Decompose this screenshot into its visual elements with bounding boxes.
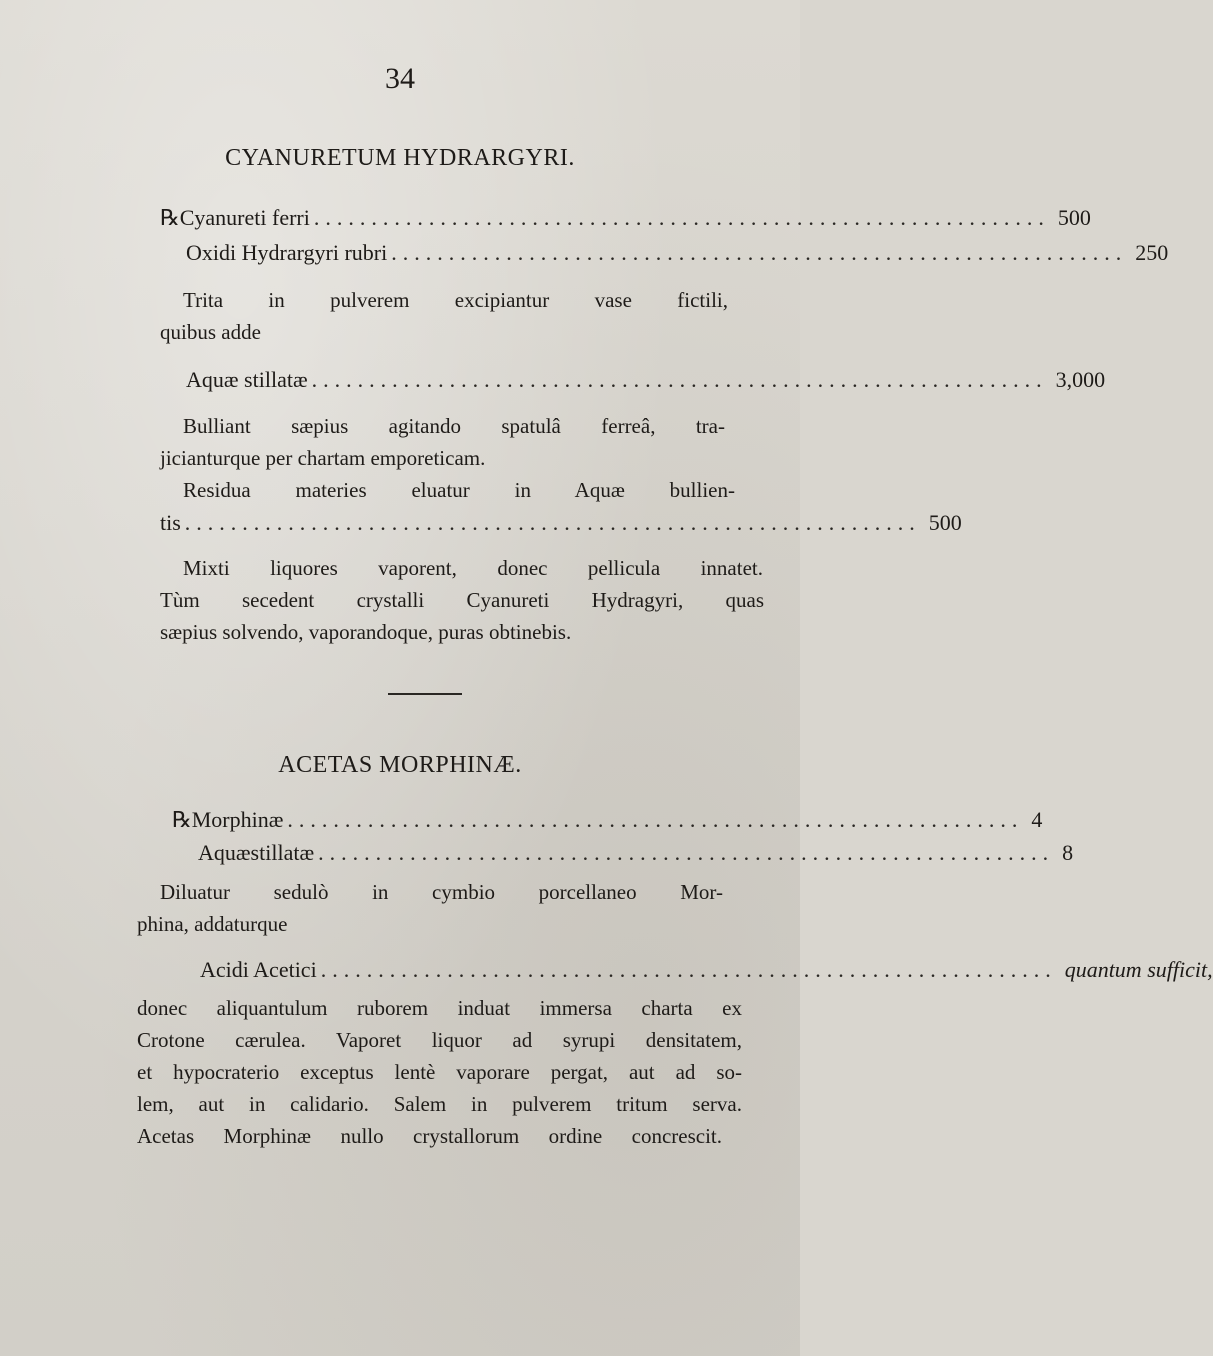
dot-leader: ................................................................ — [184, 510, 921, 535]
recipe-line — [186, 367, 1106, 393]
text-line: Acetas Morphinæ nullo crystallorum ordine concrescit. — [137, 1124, 722, 1148]
text-line: sæpius solvendo, vaporandoque, puras obtinebis. — [160, 620, 572, 644]
text-line: Residua materies eluatur in Aquæ bullien- — [183, 478, 735, 502]
section-title-cyanuretum: CYANURETUM HYDRARGYRI. — [225, 145, 575, 171]
recipe-line — [160, 205, 1091, 231]
ingredient-quantity: 4 — [1031, 807, 1043, 832]
ingredient-quantity: 250 — [1135, 240, 1169, 265]
ingredient-quantity: quantum sufficit, — [1064, 957, 1213, 982]
ingredient-name: Aquæstillatæ — [198, 840, 315, 865]
ingredient-quantity: 8 — [1062, 840, 1074, 865]
text-line: lem, aut in calidario. Salem in pulverem tritum serva. — [137, 1092, 742, 1116]
text-line: Crotone cærulea. Vaporet liquor ad syrupi densitatem, — [137, 1028, 742, 1052]
text-line: Bulliant sæpius agitando spatulâ ferreâ, tra- — [183, 414, 725, 438]
recipe-line — [172, 807, 1043, 833]
ingredient-name: Oxidi Hydrargyri rubri — [186, 240, 388, 265]
text-line: Tùm secedent crystalli Cyanureti Hydragyri, quas — [160, 588, 764, 612]
text-line: et hypocraterio exceptus lentè vaporare pergat, aut ad so- — [137, 1060, 742, 1084]
text-line: Trita in pulverem excipiantur vase fictili, — [183, 288, 728, 312]
recipe-line — [200, 957, 1213, 983]
dot-leader: ................................................................ — [313, 205, 1050, 230]
recipe-line — [198, 840, 1074, 866]
dot-leader: ................................................................ — [320, 957, 1057, 982]
ingredient-name: Aquæ stillatæ — [186, 367, 308, 392]
recipe-line — [160, 510, 962, 536]
section-divider — [388, 693, 462, 695]
ingredient-name: Acidi Acetici — [200, 957, 317, 982]
dot-leader: ................................................................ — [391, 240, 1128, 265]
dot-leader: ................................................................ — [318, 840, 1055, 865]
ingredient-quantity: 500 — [1057, 205, 1091, 230]
recipe-line — [186, 240, 1169, 266]
text-line: jicianturque per chartam emporeticam. — [160, 446, 486, 470]
dot-leader: ................................................................ — [311, 367, 1048, 392]
dot-leader: ................................................................ — [287, 807, 1024, 832]
page-number: 34 — [385, 62, 415, 95]
ingredient-quantity: 3,000 — [1055, 367, 1106, 392]
text-line: Diluatur sedulò in cymbio porcellaneo Mor- — [160, 880, 723, 904]
text-line: quibus adde — [160, 320, 261, 344]
ingredient-name: Morphinæ — [191, 807, 284, 832]
recipe-symbol-icon: ℞ — [172, 807, 192, 832]
text-line: tis — [160, 510, 181, 535]
text-line: donec aliquantulum ruborem induat immersa charta ex — [137, 996, 742, 1020]
ingredient-name: Cyanureti ferri — [179, 205, 310, 230]
section-title-acetas: ACETAS MORPHINÆ. — [278, 752, 522, 778]
ingredient-quantity: 500 — [928, 510, 962, 535]
text-line: phina, addaturque — [137, 912, 288, 936]
recipe-symbol-icon: ℞ — [160, 205, 180, 230]
text-line: Mixti liquores vaporent, donec pellicula innatet. — [183, 556, 763, 580]
